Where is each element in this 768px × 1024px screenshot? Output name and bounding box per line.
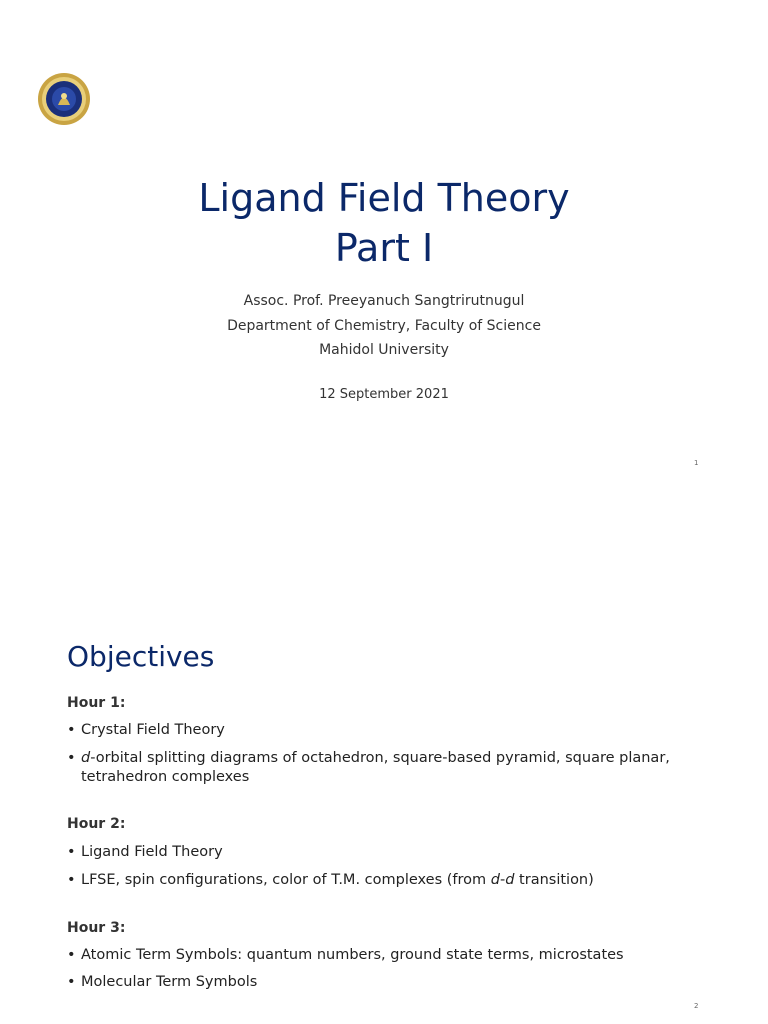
list-item: • Crystal Field Theory [67,722,225,738]
bullet-icon: • [67,844,76,860]
hour-2-label: Hour 2: [67,816,126,832]
university: Mahidol University [319,342,449,358]
slide-title-line1: Ligand Field Theory [198,176,570,220]
objectives-slide [0,512,768,1024]
hour-1-label: Hour 1: [67,695,126,711]
slide-title-line2: Part I [334,226,434,270]
date: 12 September 2021 [319,387,449,402]
list-item: • Atomic Term Symbols: quantum numbers, ground state terms, microstates [67,947,624,963]
university-seal-icon [37,72,91,126]
bullet-icon: • [67,947,76,963]
slide-title: Objectives [67,640,215,673]
list-item: • LFSE, spin configurations, color of T.M. complexes (from d-d transition) [67,872,594,888]
page-number: 2 [694,1002,699,1010]
list-item: • d-orbital splitting diagrams of octahedron, square-based pyramid, square planar, tetrahedron complexes [67,750,670,785]
list-item: • Molecular Term Symbols [67,974,258,990]
list-item: • Ligand Field Theory [67,844,223,860]
department: Department of Chemistry, Faculty of Science [227,318,541,334]
bullet-icon: • [67,722,76,738]
page-number: 1 [694,459,699,467]
bullet-icon: • [67,750,76,766]
bullet-icon: • [67,872,76,888]
author: Assoc. Prof. Preeyanuch Sangtrirutnugul [243,293,525,309]
bullet-icon: • [67,974,76,990]
hour-3-label: Hour 3: [67,920,126,936]
